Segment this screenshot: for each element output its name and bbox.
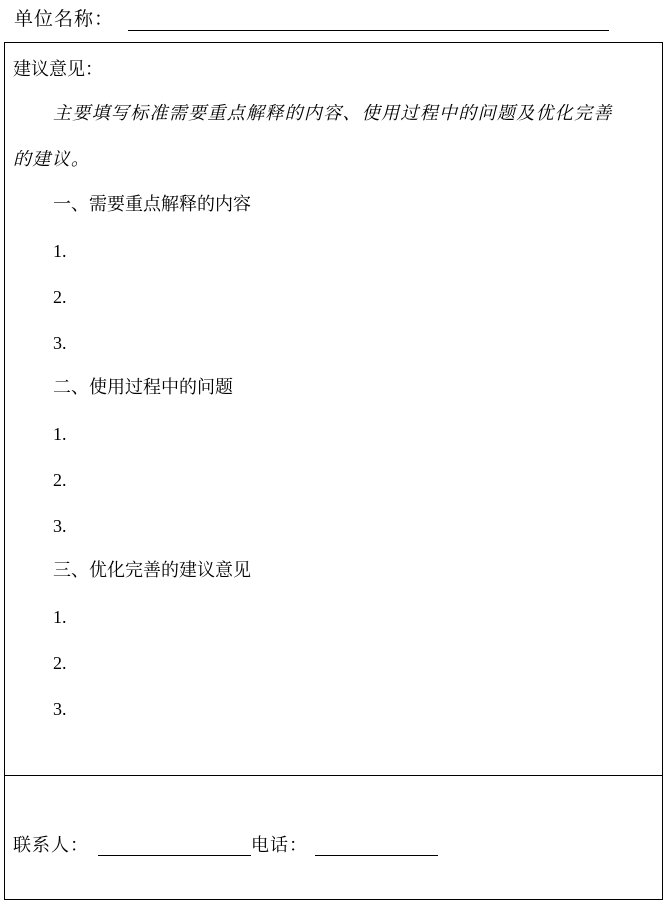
section-heading-usage-issues: 二、使用过程中的问题 bbox=[53, 377, 233, 398]
section1-item-3[interactable]: 3. bbox=[53, 333, 67, 353]
unit-name-label: 单位名称： bbox=[14, 8, 115, 30]
contact-person-label: 联系人： bbox=[13, 835, 89, 856]
phone-label: 电话： bbox=[251, 835, 308, 856]
unit-name-field[interactable] bbox=[128, 30, 609, 31]
section3-item-2[interactable]: 2. bbox=[53, 653, 67, 673]
unit-name-row bbox=[14, 6, 114, 32]
form-title: 建议意见： bbox=[13, 59, 103, 80]
section2-item-1[interactable]: 1. bbox=[53, 424, 67, 444]
instruction-text-line1: 主要填写标准需要重点解释的内容、使用过程中的问题及优化完善 bbox=[53, 103, 613, 124]
section1-item-2[interactable]: 2. bbox=[53, 287, 67, 307]
suggestion-form bbox=[4, 42, 663, 900]
section-heading-explanation: 一、需要重点解释的内容 bbox=[53, 194, 251, 215]
phone-field[interactable] bbox=[315, 855, 438, 856]
section3-item-1[interactable]: 1. bbox=[53, 607, 67, 627]
section3-item-3[interactable]: 3. bbox=[53, 699, 67, 719]
section-heading-improvement: 三、优化完善的建议意见 bbox=[53, 560, 251, 581]
instruction-text-line2: 的建议。 bbox=[13, 149, 91, 170]
section2-item-3[interactable]: 3. bbox=[53, 516, 67, 536]
contact-row bbox=[13, 833, 653, 859]
contact-person-field[interactable] bbox=[98, 855, 251, 856]
form-divider bbox=[5, 775, 662, 776]
section1-item-1[interactable]: 1. bbox=[53, 241, 67, 261]
section2-item-2[interactable]: 2. bbox=[53, 470, 67, 490]
